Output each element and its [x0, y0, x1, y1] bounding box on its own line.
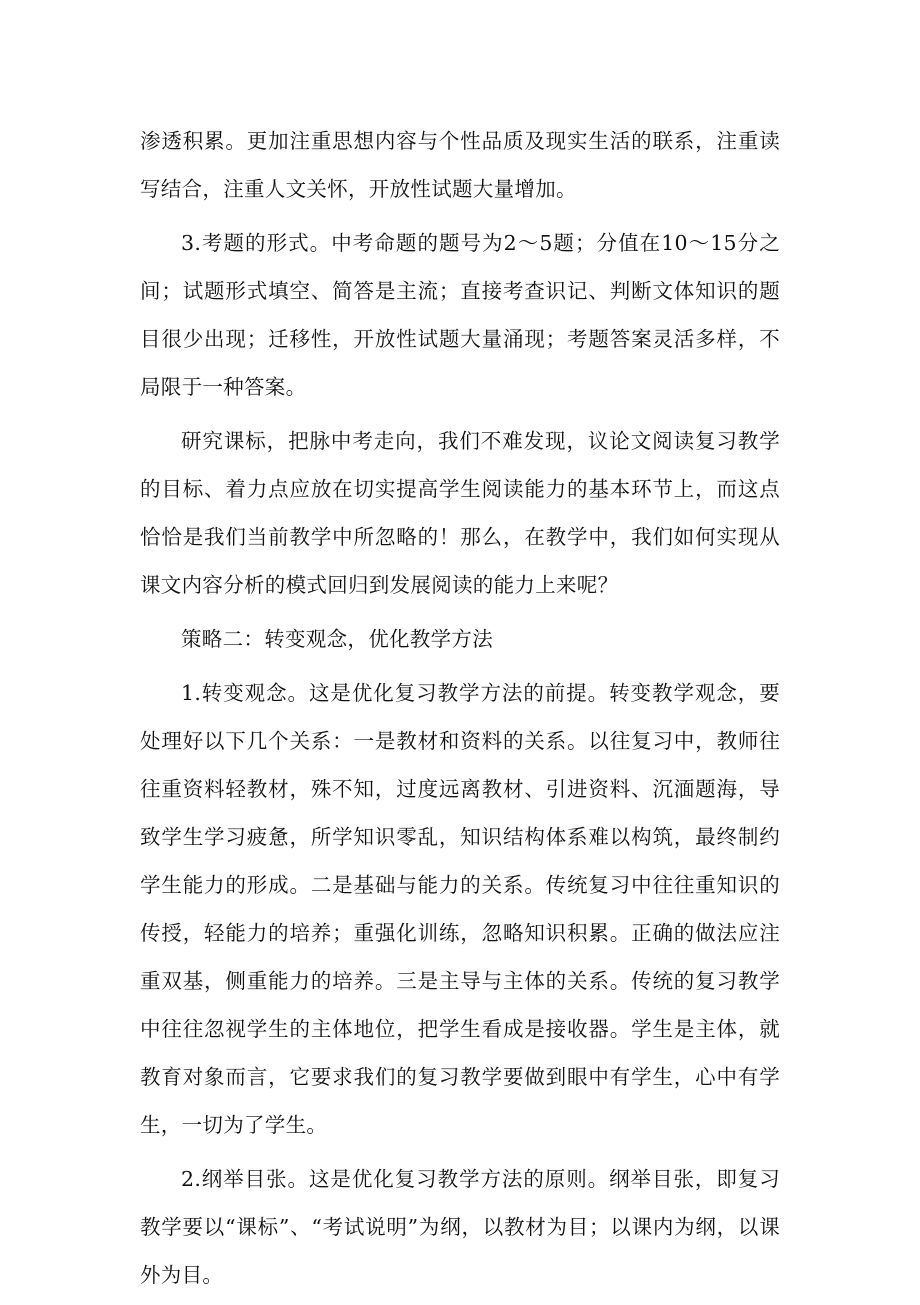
- paragraph-3: 研究课标，把脉中考走向，我们不难发现，议论文阅读复习教学的目标、着力点应放在切实提高学生阅读能力的基本环节上，而这点恰恰是我们当前教学中所忽略的！那么，在教学中，我们如何实现从课文内容分析的模式回归到发展阅读的能力上来呢？: [140, 429, 780, 597]
- paragraph-2: 3.考题的形式。中考命题的题号为2～5题；分值在10～15分之间；试题形式填空、简答是主流；直接考查识记、判断文体知识的题目很少出现；迁移性，开放性试题大量涌现；考题答案灵活多样，不局限于一种答案。: [140, 231, 780, 399]
- paragraph-6: 2.纲举目张。这是优化复习教学方法的原则。纲举目张，即复习教学要以“课标”、“考试说明”为纲，以教材为目；以课内为纲，以课外为目。: [140, 1167, 780, 1287]
- paragraph-5: 1.转变观念。这是优化复习教学方法的前提。转变教学观念，要处理好以下几个关系：一是教材和资料的关系。以往复习中，教师往往重资料轻教材，殊不知，过度远离教材、引进资料、沉湎题海，导致学生学习疲惫，所学知识零乱，知识结构体系难以构筑，最终制约学生能力的形成。二是基础与能力的关系。传统复习中往往重知识的传授，轻能力的培养；重强化训练，忽略知识积累。正确的做法应注重双基，侧重能力的培养。三是主导与主体的关系。传统的复习教学中往往忽视学生的主体地位，把学生看成是接收器。学生是主体，就教育对象而言，它要求我们的复习教学要做到眼中有学生，心中有学生，一切为了学生。: [140, 681, 780, 1137]
- paragraph-1: 渗透积累。更加注重思想内容与个性品质及现实生活的联系，注重读写结合，注重人文关怀，开放性试题大量增加。: [140, 129, 780, 201]
- document-body: [140, 117, 780, 1305]
- section-heading-strategy-two: 策略二：转变观念，优化教学方法: [181, 627, 493, 651]
